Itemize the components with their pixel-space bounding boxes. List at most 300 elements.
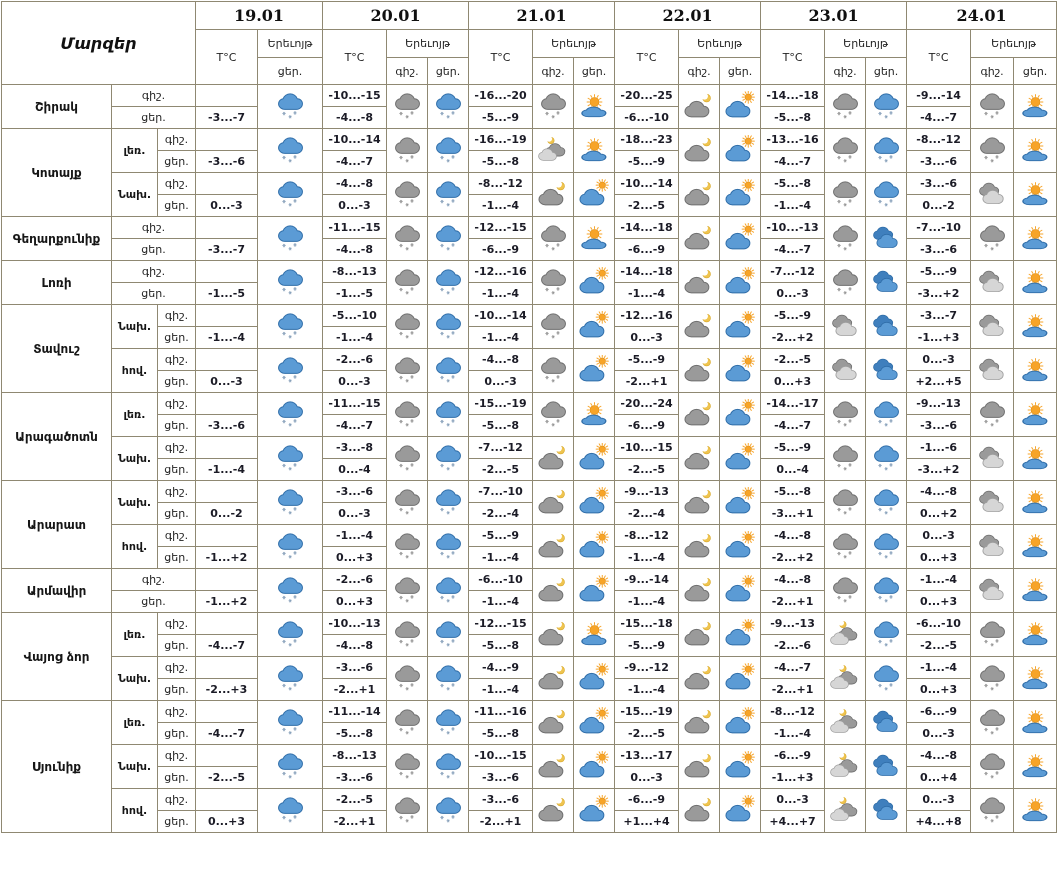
day-weather-icon-cell (258, 261, 323, 305)
night-weather-icon-cell (679, 569, 720, 613)
day-temp-cell: -1...-4 (761, 723, 825, 745)
time-of-day-label: գիշ. (112, 85, 196, 107)
night-temp-cell: -3...-6 (323, 481, 387, 503)
night-temp-cell: -5...-9 (469, 525, 533, 547)
day-temp-cell: -3...-6 (907, 415, 971, 437)
night-temp-cell (196, 305, 258, 327)
night-weather-icon-cell (971, 789, 1014, 833)
day-temp-cell: 0...-4 (761, 459, 825, 481)
snow-gray-icon (391, 795, 424, 826)
snow-blue-icon (870, 619, 903, 650)
snow-gray-icon (391, 223, 424, 254)
day-temp-cell: 0...-2 (196, 503, 258, 525)
moon-cloud-icon (683, 267, 716, 298)
day-weather-icon-cell (1014, 525, 1057, 569)
day-weather-icon-cell (1014, 349, 1057, 393)
night-weather-icon-cell (387, 129, 428, 173)
time-of-day-label: գիշ. (158, 173, 196, 195)
snow-blue-icon (432, 311, 465, 342)
day-weather-icon-cell (1014, 305, 1057, 349)
day-temp-cell: -5...-9 (615, 635, 679, 657)
moon-cloud-icon (537, 487, 570, 518)
snow-blue-icon (274, 487, 307, 518)
snow-blue-icon (274, 619, 307, 650)
night-weather-icon-cell (387, 217, 428, 261)
moon-cloud-icon (683, 751, 716, 782)
cloud-sun-icon (578, 795, 611, 826)
snow-gray-icon (391, 575, 424, 606)
time-of-day-label: ցեր. (158, 503, 196, 525)
day-weather-icon-cell (258, 305, 323, 349)
cloud-gray-icon (829, 355, 862, 386)
night-weather-icon-cell (533, 393, 574, 437)
time-of-day-label: ցեր. (112, 591, 196, 613)
night-temp-cell: -4...-8 (761, 525, 825, 547)
night-weather-icon-cell (679, 789, 720, 833)
day-temp-cell: -2...-4 (615, 503, 679, 525)
snow-blue-icon (274, 311, 307, 342)
night-weather-icon-cell (825, 657, 866, 701)
cloud-gray-icon (976, 311, 1009, 342)
cloud-gray-icon (976, 179, 1009, 210)
night-weather-icon-cell (533, 129, 574, 173)
snow-gray-icon (391, 531, 424, 562)
night-weather-icon-cell (971, 173, 1014, 217)
snow-gray-icon (976, 399, 1009, 430)
snow-blue-icon (870, 575, 903, 606)
night-temp-cell (196, 437, 258, 459)
day-weather-icon-cell (428, 349, 469, 393)
cloud-sun-icon (724, 751, 757, 782)
day-temp-cell: 0...-3 (323, 195, 387, 217)
snow-blue-icon (870, 399, 903, 430)
night-weather-icon-cell (387, 701, 428, 745)
day-temp-cell: -3...+1 (761, 503, 825, 525)
day-weather-icon-cell (720, 305, 761, 349)
night-temp-cell: -16...-20 (469, 85, 533, 107)
day-temp-cell: -1...+2 (196, 547, 258, 569)
subregion-label: Նախ. (112, 481, 158, 525)
snow-blue-icon (432, 399, 465, 430)
day-temp-cell: 0...-3 (323, 503, 387, 525)
night-weather-icon-cell (971, 745, 1014, 789)
moon-cloud-icon (683, 663, 716, 694)
sun-over-cloud-icon (578, 91, 611, 122)
cloud-sun-icon (724, 619, 757, 650)
night-temp-cell: -1...-4 (323, 525, 387, 547)
night-weather-icon-cell (971, 657, 1014, 701)
night-weather-icon-cell (825, 349, 866, 393)
night-temp-cell: -6...-10 (469, 569, 533, 591)
day-subheader: ցեր. (428, 58, 469, 85)
day-weather-icon-cell (720, 789, 761, 833)
snow-gray-icon (391, 751, 424, 782)
day-weather-icon-cell (866, 569, 907, 613)
day-weather-icon-cell (1014, 613, 1057, 657)
day-weather-icon-cell (574, 437, 615, 481)
night-temp-cell (196, 481, 258, 503)
night-weather-icon-cell (971, 393, 1014, 437)
moon-cloud-icon (683, 223, 716, 254)
moon-cloud-icon (683, 355, 716, 386)
subregion-label: հով. (112, 525, 158, 569)
day-temp-cell: -1...-4 (469, 547, 533, 569)
snow-blue-icon (274, 575, 307, 606)
time-of-day-label: գիշ. (158, 481, 196, 503)
night-weather-icon-cell (971, 437, 1014, 481)
night-temp-cell: -14...-18 (761, 85, 825, 107)
day-temp-cell: -3...-6 (907, 151, 971, 173)
snow-blue-icon (870, 91, 903, 122)
day-weather-icon-cell (720, 745, 761, 789)
cloud-blue-icon (870, 707, 903, 738)
moon-cloud-icon (537, 751, 570, 782)
snow-gray-icon (829, 267, 862, 298)
day-weather-icon-cell (720, 261, 761, 305)
night-weather-icon-cell (533, 85, 574, 129)
snow-blue-icon (870, 531, 903, 562)
day-weather-icon-cell (574, 525, 615, 569)
day-temp-cell: -5...-8 (469, 151, 533, 173)
snow-gray-icon (391, 135, 424, 166)
day-weather-icon-cell (574, 657, 615, 701)
night-weather-icon-cell (533, 525, 574, 569)
night-weather-icon-cell (825, 173, 866, 217)
night-weather-icon-cell (533, 789, 574, 833)
time-of-day-label: ցեր. (158, 415, 196, 437)
day-temp-cell: -6...-9 (469, 239, 533, 261)
snow-gray-icon (537, 267, 570, 298)
day-weather-icon-cell (258, 789, 323, 833)
phenomenon-header: Երեւոյթ (533, 30, 615, 58)
time-of-day-label: գիշ. (112, 569, 196, 591)
snow-blue-icon (870, 179, 903, 210)
cloud-sun-icon (724, 795, 757, 826)
night-temp-cell: -9...-13 (761, 613, 825, 635)
night-temp-cell (196, 745, 258, 767)
day-subheader: ցեր. (574, 58, 615, 85)
day-weather-icon-cell (720, 129, 761, 173)
day-temp-cell: -2...-5 (615, 723, 679, 745)
cloud-sun-icon (578, 267, 611, 298)
table-header (2, 2, 1057, 85)
snow-gray-icon (976, 751, 1009, 782)
day-weather-icon-cell (258, 745, 323, 789)
phenomenon-header: Երեւոյթ (679, 30, 761, 58)
sun-over-cloud-icon (1019, 619, 1052, 650)
night-temp-cell (196, 85, 258, 107)
night-temp-cell (196, 129, 258, 151)
night-temp-cell: -15...-19 (615, 701, 679, 723)
subregion-label: հով. (112, 789, 158, 833)
time-of-day-label: ցեր. (158, 547, 196, 569)
day-temp-cell: -5...-8 (469, 635, 533, 657)
night-temp-cell: -4...-8 (323, 173, 387, 195)
day-subheader: ցեր. (258, 58, 323, 85)
snow-gray-icon (829, 135, 862, 166)
night-weather-icon-cell (971, 217, 1014, 261)
sun-over-cloud-icon (1019, 795, 1052, 826)
day-temp-cell: -1...-4 (469, 195, 533, 217)
day-temp-cell: -1...-5 (323, 283, 387, 305)
cloud-sun-icon (578, 663, 611, 694)
moon-cloud-icon (683, 443, 716, 474)
sun-over-cloud-icon (1019, 707, 1052, 738)
night-temp-cell: -8...-12 (469, 173, 533, 195)
snow-blue-icon (274, 135, 307, 166)
snow-gray-icon (537, 399, 570, 430)
snow-blue-icon (274, 531, 307, 562)
night-subheader: գիշ. (533, 58, 574, 85)
moon-cloud-icon (537, 795, 570, 826)
night-temp-cell: -4...-8 (907, 481, 971, 503)
day-temp-cell: 0...+3 (196, 811, 258, 833)
day-temp-cell: -2...+2 (761, 547, 825, 569)
moon-cloud-icon (683, 619, 716, 650)
sun-over-cloud-icon (1019, 663, 1052, 694)
night-temp-cell: -10...-14 (615, 173, 679, 195)
snow-blue-icon (274, 267, 307, 298)
sun-over-cloud-icon (1019, 135, 1052, 166)
night-weather-icon-cell (533, 657, 574, 701)
day-temp-cell: -1...+3 (907, 327, 971, 349)
day-weather-icon-cell (428, 745, 469, 789)
night-weather-icon-cell (387, 745, 428, 789)
sun-over-cloud-icon (578, 619, 611, 650)
time-of-day-label: գիշ. (158, 657, 196, 679)
cloud-gray-icon (829, 311, 862, 342)
snow-gray-icon (976, 619, 1009, 650)
day-weather-icon-cell (1014, 217, 1057, 261)
day-weather-icon-cell (1014, 173, 1057, 217)
time-of-day-label: գիշ. (158, 701, 196, 723)
night-temp-cell: -1...-6 (907, 437, 971, 459)
day-temp-cell: 0...-3 (323, 371, 387, 393)
night-weather-icon-cell (533, 437, 574, 481)
snow-blue-icon (274, 663, 307, 694)
day-temp-cell: -3...+2 (907, 283, 971, 305)
night-weather-icon-cell (387, 305, 428, 349)
night-weather-icon-cell (971, 481, 1014, 525)
moon-cloud-icon (683, 487, 716, 518)
time-of-day-label: ցեր. (112, 239, 196, 261)
time-of-day-label: գիշ. (158, 613, 196, 635)
day-temp-cell: -3...-7 (196, 239, 258, 261)
night-temp-cell (196, 217, 258, 239)
snow-blue-icon (432, 267, 465, 298)
night-weather-icon-cell (387, 437, 428, 481)
day-weather-icon-cell (866, 261, 907, 305)
day-weather-icon-cell (428, 261, 469, 305)
night-temp-cell: -5...-9 (761, 305, 825, 327)
cloud-sun-icon (578, 443, 611, 474)
night-weather-icon-cell (387, 613, 428, 657)
night-temp-cell (196, 393, 258, 415)
day-temp-cell: -6...-9 (615, 415, 679, 437)
night-weather-icon-cell (679, 217, 720, 261)
day-weather-icon-cell (258, 85, 323, 129)
night-temp-cell (196, 173, 258, 195)
day-temp-cell: 0...+3 (323, 547, 387, 569)
night-weather-icon-cell (971, 525, 1014, 569)
night-weather-icon-cell (679, 349, 720, 393)
moon-cloud-icon (537, 443, 570, 474)
corner-region-header: Մարզեր (2, 2, 196, 85)
day-temp-cell: -3...-6 (196, 151, 258, 173)
day-weather-icon-cell (428, 305, 469, 349)
snow-blue-icon (432, 355, 465, 386)
night-weather-icon-cell (533, 701, 574, 745)
day-weather-icon-cell (574, 569, 615, 613)
day-weather-icon-cell (720, 525, 761, 569)
time-of-day-label: ցեր. (158, 635, 196, 657)
day-temp-cell: 0...+4 (907, 767, 971, 789)
cloud-sun-icon (724, 267, 757, 298)
night-weather-icon-cell (679, 613, 720, 657)
region-label: Շիրակ (2, 85, 112, 129)
day-weather-icon-cell (574, 349, 615, 393)
region-label: Սյունիք (2, 701, 112, 833)
day-weather-icon-cell (720, 217, 761, 261)
night-temp-cell: -10...-14 (323, 129, 387, 151)
night-weather-icon-cell (533, 217, 574, 261)
time-of-day-label: գիշ. (112, 261, 196, 283)
night-temp-cell: -11...-15 (323, 393, 387, 415)
day-subheader: ցեր. (720, 58, 761, 85)
sun-over-cloud-icon (578, 223, 611, 254)
day-weather-icon-cell (574, 613, 615, 657)
night-temp-cell (196, 569, 258, 591)
day-weather-icon-cell (574, 305, 615, 349)
subregion-label: Նախ. (112, 657, 158, 701)
day-temp-cell: -4...-7 (761, 151, 825, 173)
night-temp-cell: -8...-13 (323, 745, 387, 767)
night-temp-cell: -2...-5 (323, 789, 387, 811)
day-temp-cell: -4...-7 (196, 723, 258, 745)
day-temp-cell: -2...+1 (469, 811, 533, 833)
day-temp-cell: -1...-4 (469, 591, 533, 613)
phenomenon-header: Երեւոյթ (971, 30, 1057, 58)
temp-column-header: T°C (469, 30, 533, 85)
day-weather-icon-cell (258, 701, 323, 745)
snow-blue-icon (274, 707, 307, 738)
temp-column-header: T°C (196, 30, 258, 85)
night-temp-cell: -9...-14 (615, 569, 679, 591)
night-temp-cell: -2...-6 (323, 349, 387, 371)
night-temp-cell: 0...-3 (907, 349, 971, 371)
table-body (2, 85, 1057, 833)
sun-over-cloud-icon (1019, 575, 1052, 606)
day-weather-icon-cell (428, 569, 469, 613)
snow-blue-icon (432, 179, 465, 210)
date-header: 20.01 (323, 2, 469, 30)
night-temp-cell: -3...-6 (907, 173, 971, 195)
day-temp-cell: -2...-5 (196, 767, 258, 789)
cloud-gray-icon (976, 531, 1009, 562)
day-temp-cell: -1...-4 (469, 327, 533, 349)
night-weather-icon-cell (387, 173, 428, 217)
night-temp-cell: -2...-6 (323, 569, 387, 591)
date-header: 21.01 (469, 2, 615, 30)
day-temp-cell: -5...-8 (469, 723, 533, 745)
day-temp-cell: -4...-7 (907, 107, 971, 129)
night-weather-icon-cell (825, 129, 866, 173)
night-weather-icon-cell (387, 789, 428, 833)
day-temp-cell: -1...-4 (615, 547, 679, 569)
moon-cloud-icon (683, 399, 716, 430)
night-weather-icon-cell (679, 173, 720, 217)
snow-blue-icon (870, 663, 903, 694)
night-weather-icon-cell (533, 481, 574, 525)
sun-over-cloud-icon (1019, 751, 1052, 782)
day-weather-icon-cell (428, 393, 469, 437)
sun-over-cloud-icon (1019, 223, 1052, 254)
sun-over-cloud-icon (1019, 487, 1052, 518)
night-temp-cell: -3...-6 (469, 789, 533, 811)
day-weather-icon-cell (574, 701, 615, 745)
night-temp-cell: -7...-12 (761, 261, 825, 283)
night-temp-cell (196, 701, 258, 723)
day-temp-cell: 0...-3 (761, 283, 825, 305)
snow-blue-icon (274, 751, 307, 782)
snow-blue-icon (432, 91, 465, 122)
day-temp-cell: 0...-4 (323, 459, 387, 481)
region-label: Տավուշ (2, 305, 112, 393)
night-weather-icon-cell (679, 85, 720, 129)
day-temp-cell: -6...-10 (615, 107, 679, 129)
night-weather-icon-cell (387, 657, 428, 701)
day-temp-cell: -4...-7 (196, 635, 258, 657)
day-weather-icon-cell (866, 349, 907, 393)
day-weather-icon-cell (720, 437, 761, 481)
moon-cloud-icon (683, 575, 716, 606)
day-subheader: ցեր. (866, 58, 907, 85)
night-weather-icon-cell (387, 569, 428, 613)
snow-gray-icon (391, 663, 424, 694)
night-weather-icon-cell (533, 305, 574, 349)
night-temp-cell: -9...-14 (907, 85, 971, 107)
day-weather-icon-cell (574, 745, 615, 789)
snow-blue-icon (274, 91, 307, 122)
day-temp-cell: -5...-8 (323, 723, 387, 745)
cloud-gray-icon (976, 267, 1009, 298)
sun-over-cloud-icon (1019, 91, 1052, 122)
night-weather-icon-cell (679, 745, 720, 789)
night-temp-cell: -16...-19 (469, 129, 533, 151)
snow-gray-icon (976, 795, 1009, 826)
day-weather-icon-cell (1014, 393, 1057, 437)
night-temp-cell: -11...-15 (323, 217, 387, 239)
day-temp-cell: 0...-3 (196, 371, 258, 393)
day-weather-icon-cell (866, 437, 907, 481)
temp-column-header: T°C (615, 30, 679, 85)
time-of-day-label: ցեր. (158, 723, 196, 745)
time-of-day-label: ցեր. (158, 679, 196, 701)
night-temp-cell: -7...-10 (469, 481, 533, 503)
time-of-day-label: ցեր. (158, 811, 196, 833)
moon-cloud-icon (537, 707, 570, 738)
moon-cloud-light-icon (537, 135, 570, 166)
day-subheader: ցեր. (1014, 58, 1057, 85)
day-weather-icon-cell (866, 217, 907, 261)
cloud-sun-icon (724, 179, 757, 210)
day-weather-icon-cell (428, 85, 469, 129)
snow-gray-icon (829, 179, 862, 210)
snow-blue-icon (274, 179, 307, 210)
day-weather-icon-cell (428, 129, 469, 173)
day-weather-icon-cell (428, 217, 469, 261)
day-weather-icon-cell (866, 129, 907, 173)
